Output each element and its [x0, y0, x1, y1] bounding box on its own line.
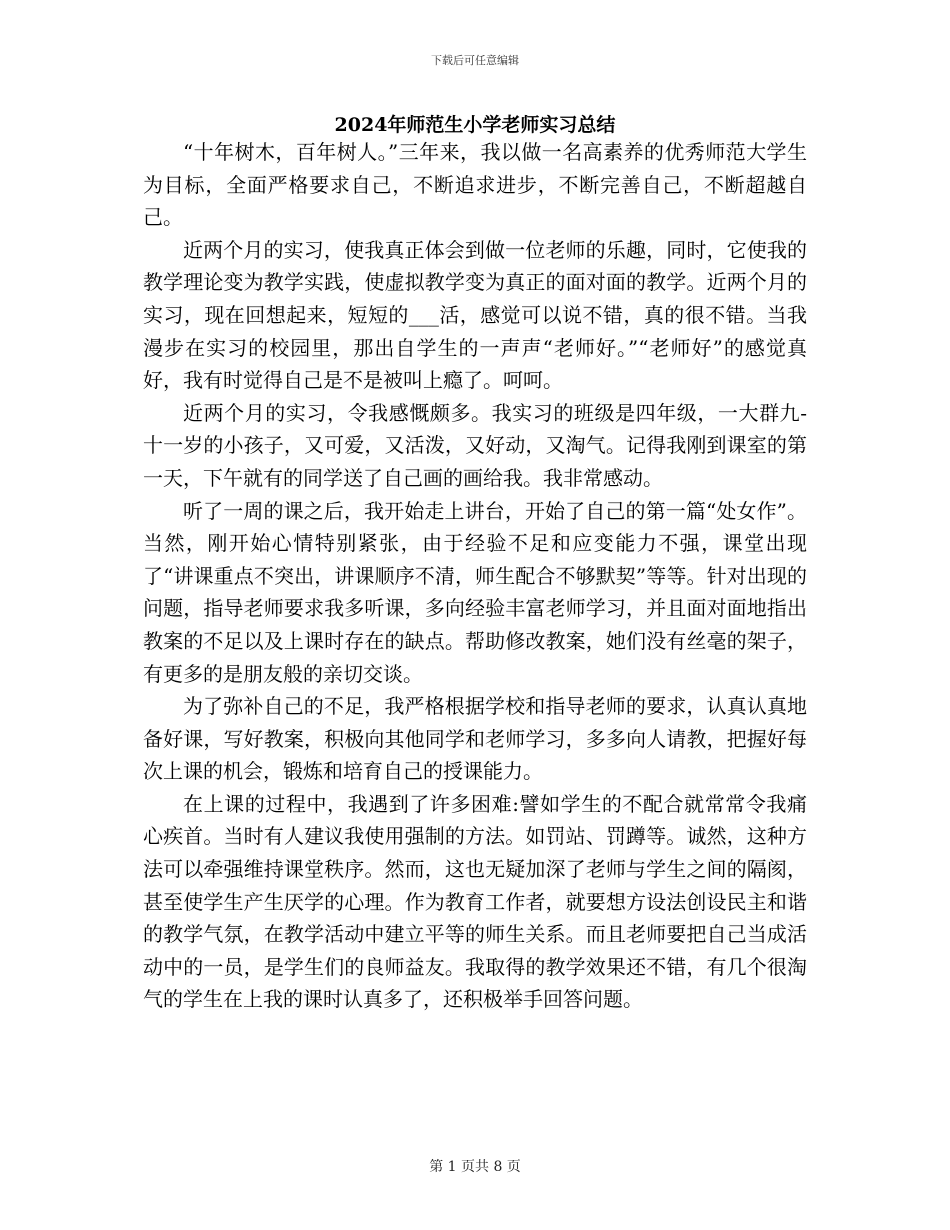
paragraph: “十年树木，百年树人。”三年来，我以做一名高素养的优秀师范大学生为目标，全面严格要求自己，不断追求进步，不断完善自己，不断超越自己。: [143, 140, 807, 230]
document-body: [143, 136, 807, 1016]
paragraph: 近两个月的实习，令我感慨颇多。我实习的班级是四年级，一大群九-十一岁的小孩子，又可爱，又活泼，又好动，又淘气。记得我刚到课室的第一天，下午就有的同学送了自己画的画给我。我非常感动。: [143, 400, 807, 490]
page-number: 第 1 页共 8 页: [429, 1159, 521, 1175]
document-title: 2024年师范生小学老师实习总结: [334, 114, 616, 136]
paragraph: 听了一周的课之后，我开始走上讲台，开始了自己的第一篇“处女作”。当然，刚开始心情特别紧张，由于经验不足和应变能力不强，课堂出现了“讲课重点不突出，讲课顺序不清，师生配合不够默契”等等。针对出现的问题，指导老师要求我多听课，多向经验丰富老师学习，并且面对面地指出教案的不足以及上课时存在的缺点。帮助修改教案，她们没有丝毫的架子，有更多的是朋友般的亲切交谈。: [143, 498, 807, 686]
paragraph: 在上课的过程中，我遇到了许多困难:譬如学生的不配合就常常令我痛心疾首。当时有人建议我使用强制的方法。如罚站、罚蹲等。诚然，这种方法可以牵强维持课堂秩序。然而，这也无疑加深了老师与学生之间的隔阂，甚至使学生产生厌学的心理。作为教育工作者，就要想方设法创设民主和谐的教学气氛，在教学活动中建立平等的师生关系。而且老师要把自己当成活动中的一员，是学生们的良师益友。我取得的教学效果还不错，有几个很淘气的学生在上我的课时认真多了，还积极举手回答问题。: [143, 791, 807, 1012]
paragraph: 近两个月的实习，使我真正体会到做一位老师的乐趣，同时，它使我的教学理论变为教学实践，使虚拟教学变为真正的面对面的教学。近两个月的实习，现在回想起来，短短的___活，感觉可以说不错，真的很不错。当我漫步在实习的校园里，那出自学生的一声声“老师好。”“老师好”的感觉真好，我有时觉得自己是不是被叫上瘾了。呵呵。: [143, 237, 807, 393]
paragraph: 为了弥补自己的不足，我严格根据学校和指导老师的要求，认真认真地备好课，写好教案，积极向其他同学和老师学习，多多向人请教，把握好每次上课的机会，锻炼和培育自己的授课能力。: [143, 694, 807, 784]
header-note: 下载后可任意编辑: [431, 54, 519, 67]
